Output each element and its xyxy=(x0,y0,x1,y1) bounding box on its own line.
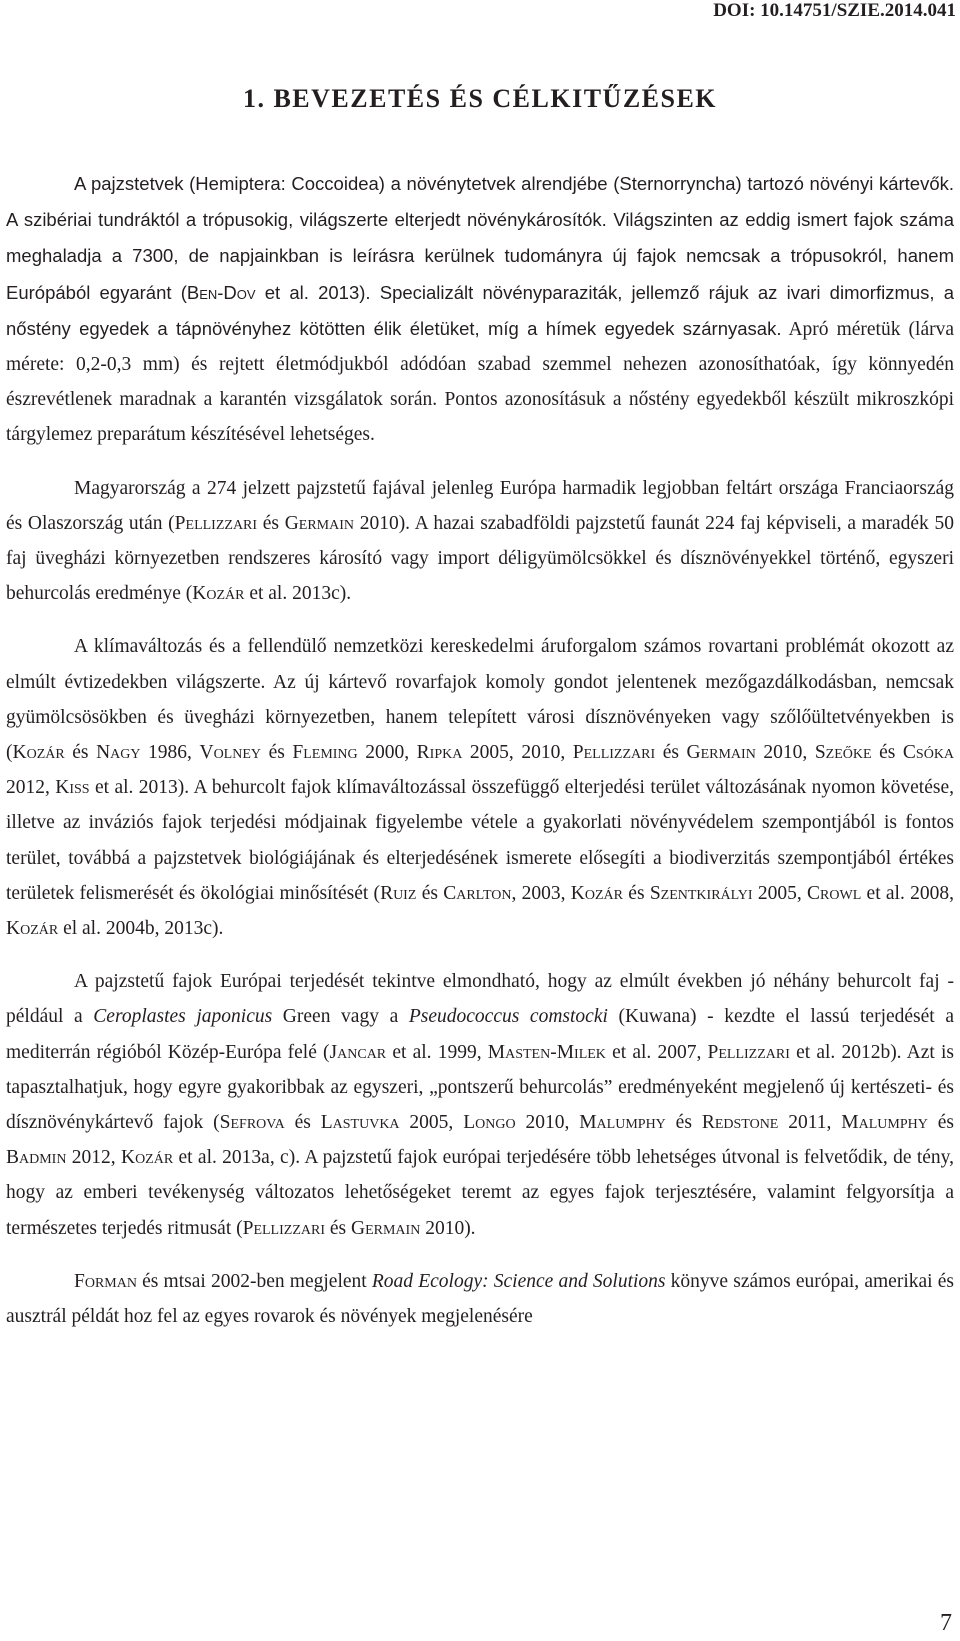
text: és xyxy=(927,1112,955,1134)
citation: Badmin xyxy=(6,1147,67,1169)
text: 2010, xyxy=(755,742,815,764)
citation: Kozár xyxy=(6,918,59,940)
text: és mtsai 2002-ben megjelent xyxy=(136,1270,372,1292)
citation-ben-dov: Ben-Dov xyxy=(186,281,256,303)
paragraph-2-part-b: és xyxy=(257,512,285,534)
citation: Malumphy xyxy=(841,1112,928,1134)
text: et al. 2013). xyxy=(89,777,190,799)
citation: Csóka xyxy=(902,742,955,764)
citation-pellizzari: Pellizzari xyxy=(174,512,258,534)
citation: Redstone xyxy=(701,1112,779,1134)
citation: Kozár xyxy=(12,742,65,764)
paragraph-2 xyxy=(6,471,954,612)
paragraph-3-part-c: A behurcolt fajok klímaváltozással összefüggő elterjedési terület változásának nyomon követése, illetve az inváziós fajok terjedési módjainak figyelembe vétele a gyakorlati növényvédelem szempontjából is fontos terület, továbbá a pajzstetvek biológiájának és elterjedésének ismerete elősegíti a biodiverzitás szempontjából értékes területek felismerését és ökológiai minősítését ( xyxy=(6,777,954,904)
citation: Ripka xyxy=(416,742,463,764)
citation: Carlton xyxy=(443,882,512,904)
citation: Fleming xyxy=(292,742,358,764)
text: és xyxy=(623,882,650,904)
text: et al. 1999, xyxy=(386,1041,488,1063)
paragraph-2-part-a: Magyarország a 274 jelzett pajzstetű fajával jelenleg Európa harmadik legjobban feltárt országa Franciaország és Olaszország után ( xyxy=(6,477,954,534)
paragraph-4-part-a: A pajzstetű fajok Európai terjedését tekintve elmondható, hogy az elmúlt években jó néhány behurcolt faj - például a xyxy=(6,971,954,1028)
citation: Nagy xyxy=(96,742,141,764)
text: et al. 2012b). Azt is tapasztalhatjuk, hogy egyre gyakoribbak az egyszeri, „pontszerű behurcolás” eredményeként megjelenő új kertészeti- és dísznövénykártevő fajok ( xyxy=(6,1041,954,1134)
paragraph-3-part-b: Az új kártevő rovarfajok komoly gondot jelentenek mezőgazdálkodásban, nemcsak gyümölcsösökben és üvegházi környezetben, hanem telepített városi dísznövényeken vagy szőlőültetvényekben is ( xyxy=(6,671,954,764)
citation: Volney xyxy=(199,742,262,764)
citation: Pellizzari xyxy=(572,742,656,764)
citation: Ruiz xyxy=(380,882,417,904)
citation: Lastuvka xyxy=(320,1112,400,1134)
text: 2012, xyxy=(66,1147,121,1169)
text: 2010, xyxy=(515,1112,580,1134)
body-text xyxy=(6,166,954,1334)
paragraph-3 xyxy=(6,629,954,946)
text: és xyxy=(665,1112,702,1134)
citation: Germain xyxy=(351,1217,421,1239)
paragraph-4 xyxy=(6,964,954,1246)
text: 2000, xyxy=(357,742,417,764)
text: és xyxy=(416,882,444,904)
citation: Sefrova xyxy=(219,1112,285,1134)
text: , 2003, xyxy=(511,882,571,904)
text: 2012, xyxy=(6,777,56,799)
species-name: Ceroplastes japonicus xyxy=(93,1006,273,1028)
text: et al. 2008, xyxy=(861,882,955,904)
text: és xyxy=(325,1217,351,1239)
citation-germain: Germain xyxy=(284,512,354,534)
paragraph-1-part-b: et al. 2013). Specializált növényparaziták, jellemző rájuk az ivari dimorfizmus, a nőstény egyedek a tápnövényhez kötötten élik életüket, míg a hímek egyedek szárnyasak. xyxy=(6,281,955,339)
text: 2005, 2010, xyxy=(462,742,573,764)
paragraph-1 xyxy=(6,166,954,453)
text: (Kuwana) - kezdte el lassú terjedését a mediterrán régióból Közép-Európa felé ( xyxy=(6,1006,954,1063)
citation: Germain xyxy=(686,742,756,764)
text: és xyxy=(64,742,97,764)
paragraph-2-part-d: et al. 2013c). xyxy=(244,583,352,605)
text: 2005, xyxy=(399,1112,464,1134)
doi-header: DOI: 10.14751/SZIE.2014.041 xyxy=(713,0,956,21)
citation: Crowl xyxy=(807,882,862,904)
citation-kozar: Kozár xyxy=(192,583,245,605)
species-name: Pseudococcus comstocki xyxy=(408,1006,608,1028)
citation: Kiss xyxy=(55,777,90,799)
paragraph-5 xyxy=(6,1264,954,1334)
paragraph-1-part-a: A pajzstetvek (Hemiptera: Coccoidea) a növénytetvek alrendjébe (Sternorryncha) tartozó növényi kártevők. A szibériai tundráktól a trópusokig, világszerte elterjedt növénykárosítók. Világszinten az eddig ismert fajok száma meghaladja a 7300, de napjainkban is leírásra kerülnek tudományra új fajok nemcsak a trópusokról, hanem Európából egyaránt ( xyxy=(6,173,954,303)
text: 2011, xyxy=(778,1112,842,1134)
text: könyve számos európai, amerikai és ausztrál példát hoz fel az egyes rovarok és növények megjelenésére xyxy=(6,1270,954,1328)
citation: Longo xyxy=(463,1112,516,1134)
text: Green vagy a xyxy=(272,1006,409,1028)
citation: Masten-Milek xyxy=(487,1041,606,1063)
text: 2005, xyxy=(752,882,808,904)
text: és xyxy=(284,1112,321,1134)
section-title: 1. BEVEZETÉS ÉS CÉLKITŰZÉSEK xyxy=(242,84,718,113)
text: 1986, xyxy=(140,742,200,764)
citation: Kozár xyxy=(120,1147,174,1169)
citation: Szeőke xyxy=(814,742,872,764)
citation-forman: Forman xyxy=(74,1270,137,1292)
citation: Szentkirályi xyxy=(649,882,753,904)
paragraph-2-part-c: 2010). A hazai szabadföldi pajzstetű faunát 224 faj képviseli, a maradék 50 faj üvegházi környezetben rendszeres károsító vagy import déligyümölcsökkel és dísznövényekkel történő, egyszeri behurcolás eredménye ( xyxy=(6,512,954,605)
citation: Pellizzari xyxy=(242,1217,325,1239)
citation: Malumphy xyxy=(579,1112,666,1134)
text: 2010). xyxy=(420,1217,476,1239)
text: et al. 2013a, c). A pajzstetű fajok európai terjedésére több lehetséges útvonal is felvetődik, de tény, hogy az emberi tevékenység változatos lehetőségeket teremt az egyes fajok terjesztésére, valamint felgyorsítja a természetes terjedés ritmusát ( xyxy=(6,1147,954,1239)
text: és xyxy=(655,742,687,764)
text: és xyxy=(261,742,293,764)
text: és xyxy=(871,742,903,764)
paragraph-3-part-a: A klímaváltozás és a fellendülő nemzetközi kereskedelmi áruforgalom számos rovartani problémát okozott az elmúlt évtizedekben világszerte. xyxy=(6,636,954,693)
text: et al. 2007, xyxy=(605,1041,708,1063)
citation: Pellizzari xyxy=(707,1041,790,1063)
page-number: 7 xyxy=(940,1610,952,1636)
paragraph-1-part-c: Apró méretük (lárva mérete: 0,2-0,3 mm) és rejtett életmódjukból adódóan szabad szemmel nehezen azonosíthatóak, így könnyedén észrevétlenek maradnak a karantén vizsgálatok során. Pontos azonosításuk a nőstény egyedekből készült mikroszkópi tárgylemez preparátum készítésével lehetséges. xyxy=(6,318,954,446)
text: el al. 2004b, 2013c). xyxy=(58,918,224,940)
citation: Kozár xyxy=(570,882,623,904)
citation: Jancar xyxy=(329,1041,387,1063)
book-title: Road Ecology: Science and Solutions xyxy=(371,1270,666,1292)
